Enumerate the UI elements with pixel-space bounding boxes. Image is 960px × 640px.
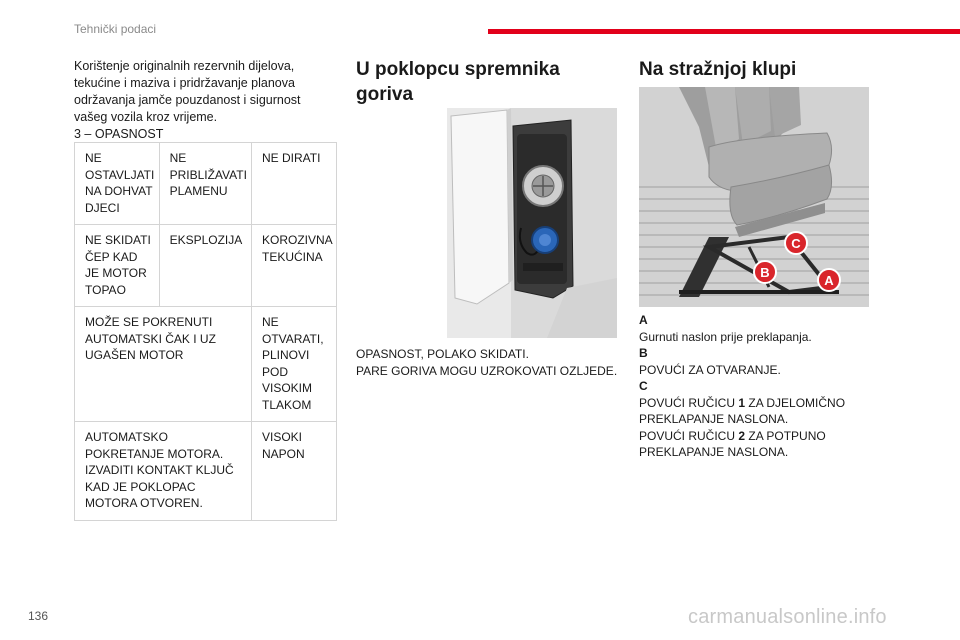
table-cell: MOŽE SE POKRENUTI AUTOMATSKI ČAK I UZ UGAŠEN MOTOR [75, 307, 252, 422]
legend-text-part: POVUĆI RUČICU [639, 395, 739, 410]
fuel-caption [356, 346, 626, 380]
legend-text-part: POVUĆI RUČICU [639, 428, 739, 443]
marker-c-label: C [791, 236, 801, 251]
table-cell: EKSPLOZIJA [159, 225, 251, 307]
legend-text-c1 [639, 395, 869, 428]
header-title: Tehnički podaci [74, 22, 157, 36]
bench-seat-illustration [639, 87, 869, 307]
table-cell: KOROZIVNA TEKUĆINA [251, 225, 336, 307]
watermark-text: carmanualsonline.info [688, 606, 887, 628]
intro-text: Korištenje originalnih rezervnih dijelova, tekućine i maziva i pridržavanje planova održavanja jamče pouzdanost i sigurnost vašeg vozila kroz vrijeme. [74, 59, 301, 124]
table-cell: NE DIRATI [251, 143, 336, 225]
table-cell: NE SKIDATI ČEP KAD JE MOTOR TOPAO [75, 225, 160, 307]
warning-table [74, 142, 337, 521]
lever-number: 2 [738, 428, 746, 443]
table-row [75, 307, 337, 422]
table-row [75, 422, 337, 521]
marker-a-label: A [824, 273, 834, 288]
table-row [75, 225, 337, 307]
page-number: 136 [28, 609, 49, 623]
marker-b-label: B [760, 265, 770, 280]
fuel-caption-line: OPASNOST, POLAKO SKIDATI. [356, 347, 529, 361]
legend-key-a: A [639, 313, 648, 327]
table-cell: NE OTVARATI, PLINOVI POD VISOKIM TLAKOM [251, 307, 336, 422]
fuel-section-title: U poklopcu spremnika goriva [356, 59, 560, 105]
legend-key-b: B [639, 346, 648, 360]
fuel-cap-illustration [447, 108, 617, 338]
bench-section-title: Na stražnjoj klupi [639, 59, 797, 80]
legend-text-part: ZA POTPUNO PREKLAPANJE NASLONA. [639, 428, 826, 459]
intro-block [74, 58, 336, 143]
table-cell: VISOKI NAPON [251, 422, 336, 521]
legend-text-part: ZA DJELOMIČNO PREKLAPANJE NASLONA. [639, 395, 846, 426]
legend-text-c2 [639, 428, 869, 461]
bench-legend [639, 312, 869, 461]
fuel-caption-line: PARE GORIVA MOGU UZROKOVATI OZLJEDE. [356, 364, 618, 378]
header-accent-bar [488, 29, 960, 34]
table-cell: AUTOMATSKO POKRETANJE MOTORA. IZVADITI KONTAKT KLJUČ KAD JE POKLOPAC MOTORA OTVOREN. [75, 422, 252, 521]
table-cell: NE PRIBLIŽAVATI PLAMENU [159, 143, 251, 225]
table-cell: NE OSTAVLJATI NA DOHVAT DJECI [75, 143, 160, 225]
danger-line: 3 – OPASNOST [74, 127, 164, 141]
lever-number: 1 [738, 395, 746, 410]
legend-text-b: POVUĆI ZA OTVARANJE. [639, 362, 781, 377]
legend-key-c: C [639, 379, 648, 393]
legend-text-a: Gurnuti naslon prije preklapanja. [639, 329, 812, 344]
table-row [75, 143, 337, 225]
